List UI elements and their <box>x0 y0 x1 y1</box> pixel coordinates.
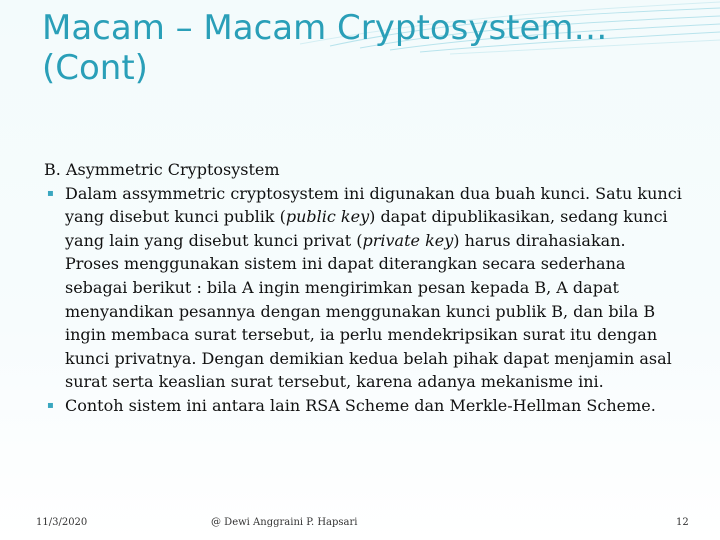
bullet-text-part: ) harus dirahasiakan. Proses menggunakan sistem ini dapat diterangkan secara sederhana sebagai berikut : bila A ingin mengirimkan pesan kepada B, A dapat menyandikan pesannya dengan menggunakan kunci publik B, dan bila B ingin membaca surat tersebut, ia perlu mendekripsikan surat itu dengan kunci privatnya. Dengan demikian kedua belah pihak dapat menjamin asal surat serta keaslian surat tersebut, karena adanya mekanisme ini. <box>65 230 672 392</box>
bullet-item <box>44 394 684 418</box>
private-key-term: private key <box>362 230 454 250</box>
slide-title-line-2: (Cont) <box>42 48 148 88</box>
footer-author: @ Dewi Anggraini P. Hapsari <box>211 517 358 528</box>
public-key-term: public key <box>285 207 370 227</box>
bullet-text: Contoh sistem ini antara lain RSA Scheme dan Merkle-Hellman Scheme. <box>65 395 656 415</box>
bullet-list <box>44 182 684 418</box>
bullet-dot-icon: ▪ <box>47 187 54 199</box>
footer-page-number: 12 <box>676 517 689 528</box>
slide-title <box>42 8 682 88</box>
bullet-dot-icon: ▪ <box>47 399 54 411</box>
bullet-text-part: ) dapat dipublikasikan, sedang kunci yang lain yang disebut kunci privat ( <box>65 207 668 250</box>
footer-date: 11/3/2020 <box>36 517 88 528</box>
bullet-item <box>44 182 684 394</box>
slide-title-line-1: Macam – Macam Cryptosystem… <box>42 8 608 48</box>
slide-body <box>44 158 684 418</box>
bullet-text-part: Dalam assymmetric cryptosystem ini digunakan dua buah kunci. Satu kunci yang disebut kunci publik ( <box>65 183 682 227</box>
section-heading: B. Asymmetric Cryptosystem <box>44 160 280 179</box>
